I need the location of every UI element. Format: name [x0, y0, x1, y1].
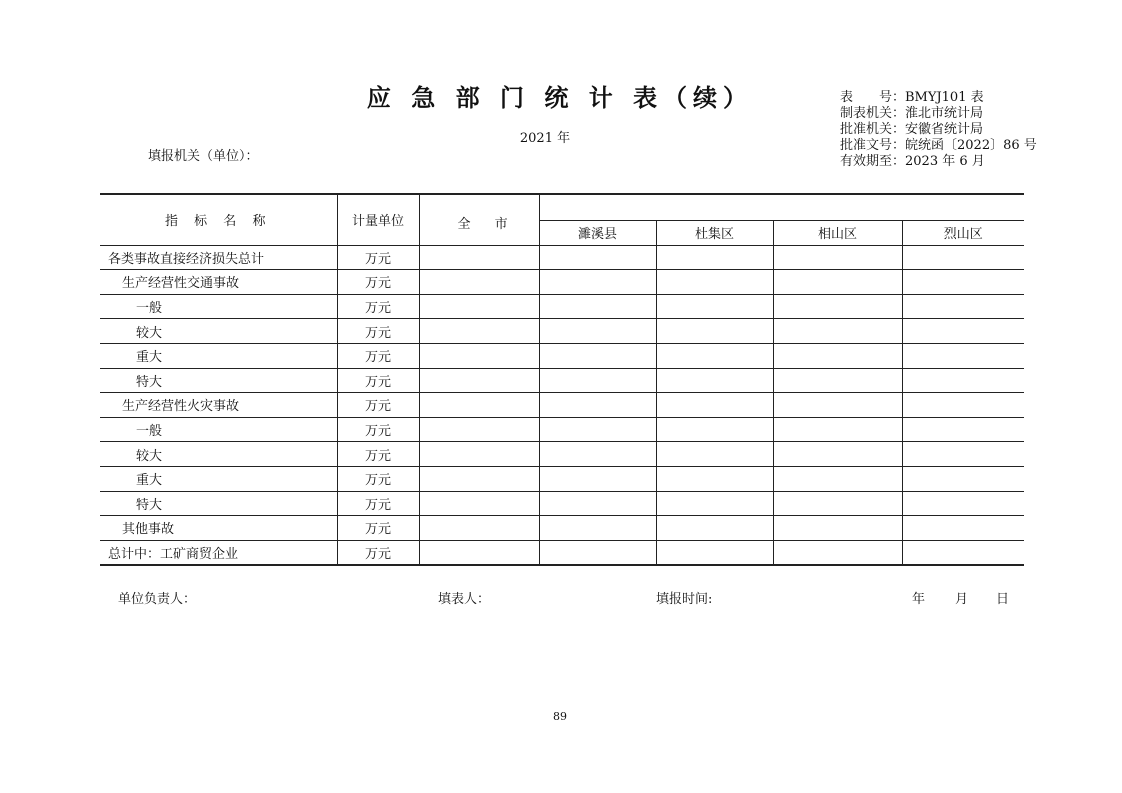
- table-body: [100, 245, 1024, 565]
- row-whole-city-value[interactable]: [419, 393, 539, 418]
- statistics-table: [100, 193, 1024, 566]
- header-district: 烈山区: [902, 221, 1024, 246]
- row-district-value[interactable]: [902, 540, 1024, 565]
- row-district-value[interactable]: [773, 245, 902, 270]
- row-unit: 万元: [337, 540, 419, 565]
- row-district-value[interactable]: [656, 466, 773, 491]
- footer-fill-time: 填报时间:: [656, 592, 713, 607]
- row-district-value[interactable]: [539, 270, 656, 295]
- row-district-value[interactable]: [902, 294, 1024, 319]
- row-indicator-name: 较大: [100, 319, 337, 344]
- table-row: [100, 442, 1024, 467]
- row-district-value[interactable]: [902, 466, 1024, 491]
- row-district-value[interactable]: [656, 516, 773, 541]
- row-district-value[interactable]: [656, 270, 773, 295]
- table-row: [100, 245, 1024, 270]
- table-row: [100, 368, 1024, 393]
- row-district-value[interactable]: [656, 540, 773, 565]
- row-district-value[interactable]: [656, 417, 773, 442]
- row-whole-city-value[interactable]: [419, 245, 539, 270]
- row-indicator-name: 其他事故: [100, 516, 337, 541]
- header-district: 相山区: [773, 221, 902, 246]
- row-whole-city-value[interactable]: [419, 270, 539, 295]
- header-district-group: [539, 194, 1024, 221]
- page-title: 应 急 部 门 统 计 表（续）: [366, 84, 754, 112]
- row-whole-city-value[interactable]: [419, 294, 539, 319]
- form-number: 表 号：BMYJ101 表: [840, 90, 984, 105]
- header-unit: 计量单位: [337, 194, 419, 245]
- row-indicator-name: 特大: [100, 491, 337, 516]
- row-unit: 万元: [337, 442, 419, 467]
- table-row: [100, 319, 1024, 344]
- row-district-value[interactable]: [656, 491, 773, 516]
- row-unit: 万元: [337, 466, 419, 491]
- row-whole-city-value[interactable]: [419, 319, 539, 344]
- table-row: [100, 294, 1024, 319]
- form-metadata: [840, 90, 1037, 170]
- row-district-value[interactable]: [773, 319, 902, 344]
- row-unit: 万元: [337, 516, 419, 541]
- row-district-value[interactable]: [539, 491, 656, 516]
- row-district-value[interactable]: [773, 343, 902, 368]
- row-district-value[interactable]: [539, 368, 656, 393]
- row-district-value[interactable]: [773, 368, 902, 393]
- row-indicator-name: 各类事故直接经济损失总计: [100, 245, 337, 270]
- row-indicator-name: 重大: [100, 466, 337, 491]
- row-district-value[interactable]: [656, 319, 773, 344]
- table-row: [100, 343, 1024, 368]
- row-whole-city-value[interactable]: [419, 491, 539, 516]
- row-district-value[interactable]: [902, 368, 1024, 393]
- row-district-value[interactable]: [656, 245, 773, 270]
- row-district-value[interactable]: [539, 245, 656, 270]
- row-indicator-name: 较大: [100, 442, 337, 467]
- footer-year: 年: [912, 592, 926, 607]
- row-district-value[interactable]: [773, 417, 902, 442]
- table-row: [100, 516, 1024, 541]
- header-indicator-name: 指 标 名 称: [100, 194, 337, 245]
- table-row: [100, 393, 1024, 418]
- row-whole-city-value[interactable]: [419, 368, 539, 393]
- row-district-value[interactable]: [773, 393, 902, 418]
- footer-responsible: 单位负责人：: [118, 592, 197, 607]
- table-row: [100, 270, 1024, 295]
- row-district-value[interactable]: [539, 516, 656, 541]
- table-row: [100, 540, 1024, 565]
- table-row: [100, 491, 1024, 516]
- row-district-value[interactable]: [656, 393, 773, 418]
- row-district-value[interactable]: [902, 245, 1024, 270]
- row-district-value[interactable]: [773, 466, 902, 491]
- row-indicator-name: 生产经营性交通事故: [100, 270, 337, 295]
- row-district-value[interactable]: [539, 393, 656, 418]
- row-unit: 万元: [337, 393, 419, 418]
- reporting-unit-label: 填报机关（单位）：: [148, 149, 259, 164]
- approving-agency: 批准机关：安徽省统计局: [840, 122, 984, 137]
- row-district-value[interactable]: [773, 516, 902, 541]
- row-unit: 万元: [337, 343, 419, 368]
- row-indicator-name: 特大: [100, 368, 337, 393]
- row-district-value[interactable]: [539, 319, 656, 344]
- row-district-value[interactable]: [773, 540, 902, 565]
- row-district-value[interactable]: [902, 343, 1024, 368]
- row-district-value[interactable]: [902, 417, 1024, 442]
- row-indicator-name: 一般: [100, 417, 337, 442]
- row-district-value[interactable]: [539, 294, 656, 319]
- issuing-agency: 制表机关：淮北市统计局: [840, 106, 984, 121]
- row-district-value[interactable]: [539, 540, 656, 565]
- row-district-value[interactable]: [902, 393, 1024, 418]
- row-district-value[interactable]: [773, 294, 902, 319]
- row-unit: 万元: [337, 270, 419, 295]
- row-district-value[interactable]: [539, 466, 656, 491]
- page-number: 89: [553, 710, 567, 723]
- header-whole-city: 全 市: [419, 194, 539, 245]
- row-indicator-name: 一般: [100, 294, 337, 319]
- approval-number: 批准文号：皖统函〔2022〕86 号: [840, 138, 1037, 153]
- row-district-value[interactable]: [656, 294, 773, 319]
- row-district-value[interactable]: [539, 442, 656, 467]
- table-row: [100, 466, 1024, 491]
- footer-month: 月: [955, 592, 969, 607]
- row-whole-city-value[interactable]: [419, 417, 539, 442]
- row-district-value[interactable]: [902, 491, 1024, 516]
- row-unit: 万元: [337, 319, 419, 344]
- valid-until: 有效期至：2023 年 6 月: [840, 154, 985, 169]
- row-indicator-name: 重大: [100, 343, 337, 368]
- row-district-value[interactable]: [773, 442, 902, 467]
- row-whole-city-value[interactable]: [419, 516, 539, 541]
- report-year: 2021 年: [519, 131, 571, 146]
- row-unit: 万元: [337, 491, 419, 516]
- row-indicator-name: 总计中：工矿商贸企业: [100, 540, 337, 565]
- row-whole-city-value[interactable]: [419, 466, 539, 491]
- footer-day: 日: [996, 592, 1010, 607]
- row-unit: 万元: [337, 245, 419, 270]
- row-whole-city-value[interactable]: [419, 540, 539, 565]
- row-district-value[interactable]: [656, 442, 773, 467]
- row-indicator-name: 生产经营性火灾事故: [100, 393, 337, 418]
- row-district-value[interactable]: [656, 343, 773, 368]
- footer-filler: 填表人：: [438, 592, 491, 607]
- row-district-value[interactable]: [902, 442, 1024, 467]
- row-whole-city-value[interactable]: [419, 442, 539, 467]
- row-unit: 万元: [337, 368, 419, 393]
- row-unit: 万元: [337, 294, 419, 319]
- row-district-value[interactable]: [902, 319, 1024, 344]
- row-district-value[interactable]: [656, 368, 773, 393]
- row-whole-city-value[interactable]: [419, 343, 539, 368]
- table-row: [100, 417, 1024, 442]
- row-district-value[interactable]: [539, 343, 656, 368]
- header-district: 杜集区: [656, 221, 773, 246]
- row-district-value[interactable]: [773, 270, 902, 295]
- row-unit: 万元: [337, 417, 419, 442]
- row-district-value[interactable]: [539, 417, 656, 442]
- row-district-value[interactable]: [902, 516, 1024, 541]
- row-district-value[interactable]: [902, 270, 1024, 295]
- row-district-value[interactable]: [773, 491, 902, 516]
- header-district: 濉溪县: [539, 221, 656, 246]
